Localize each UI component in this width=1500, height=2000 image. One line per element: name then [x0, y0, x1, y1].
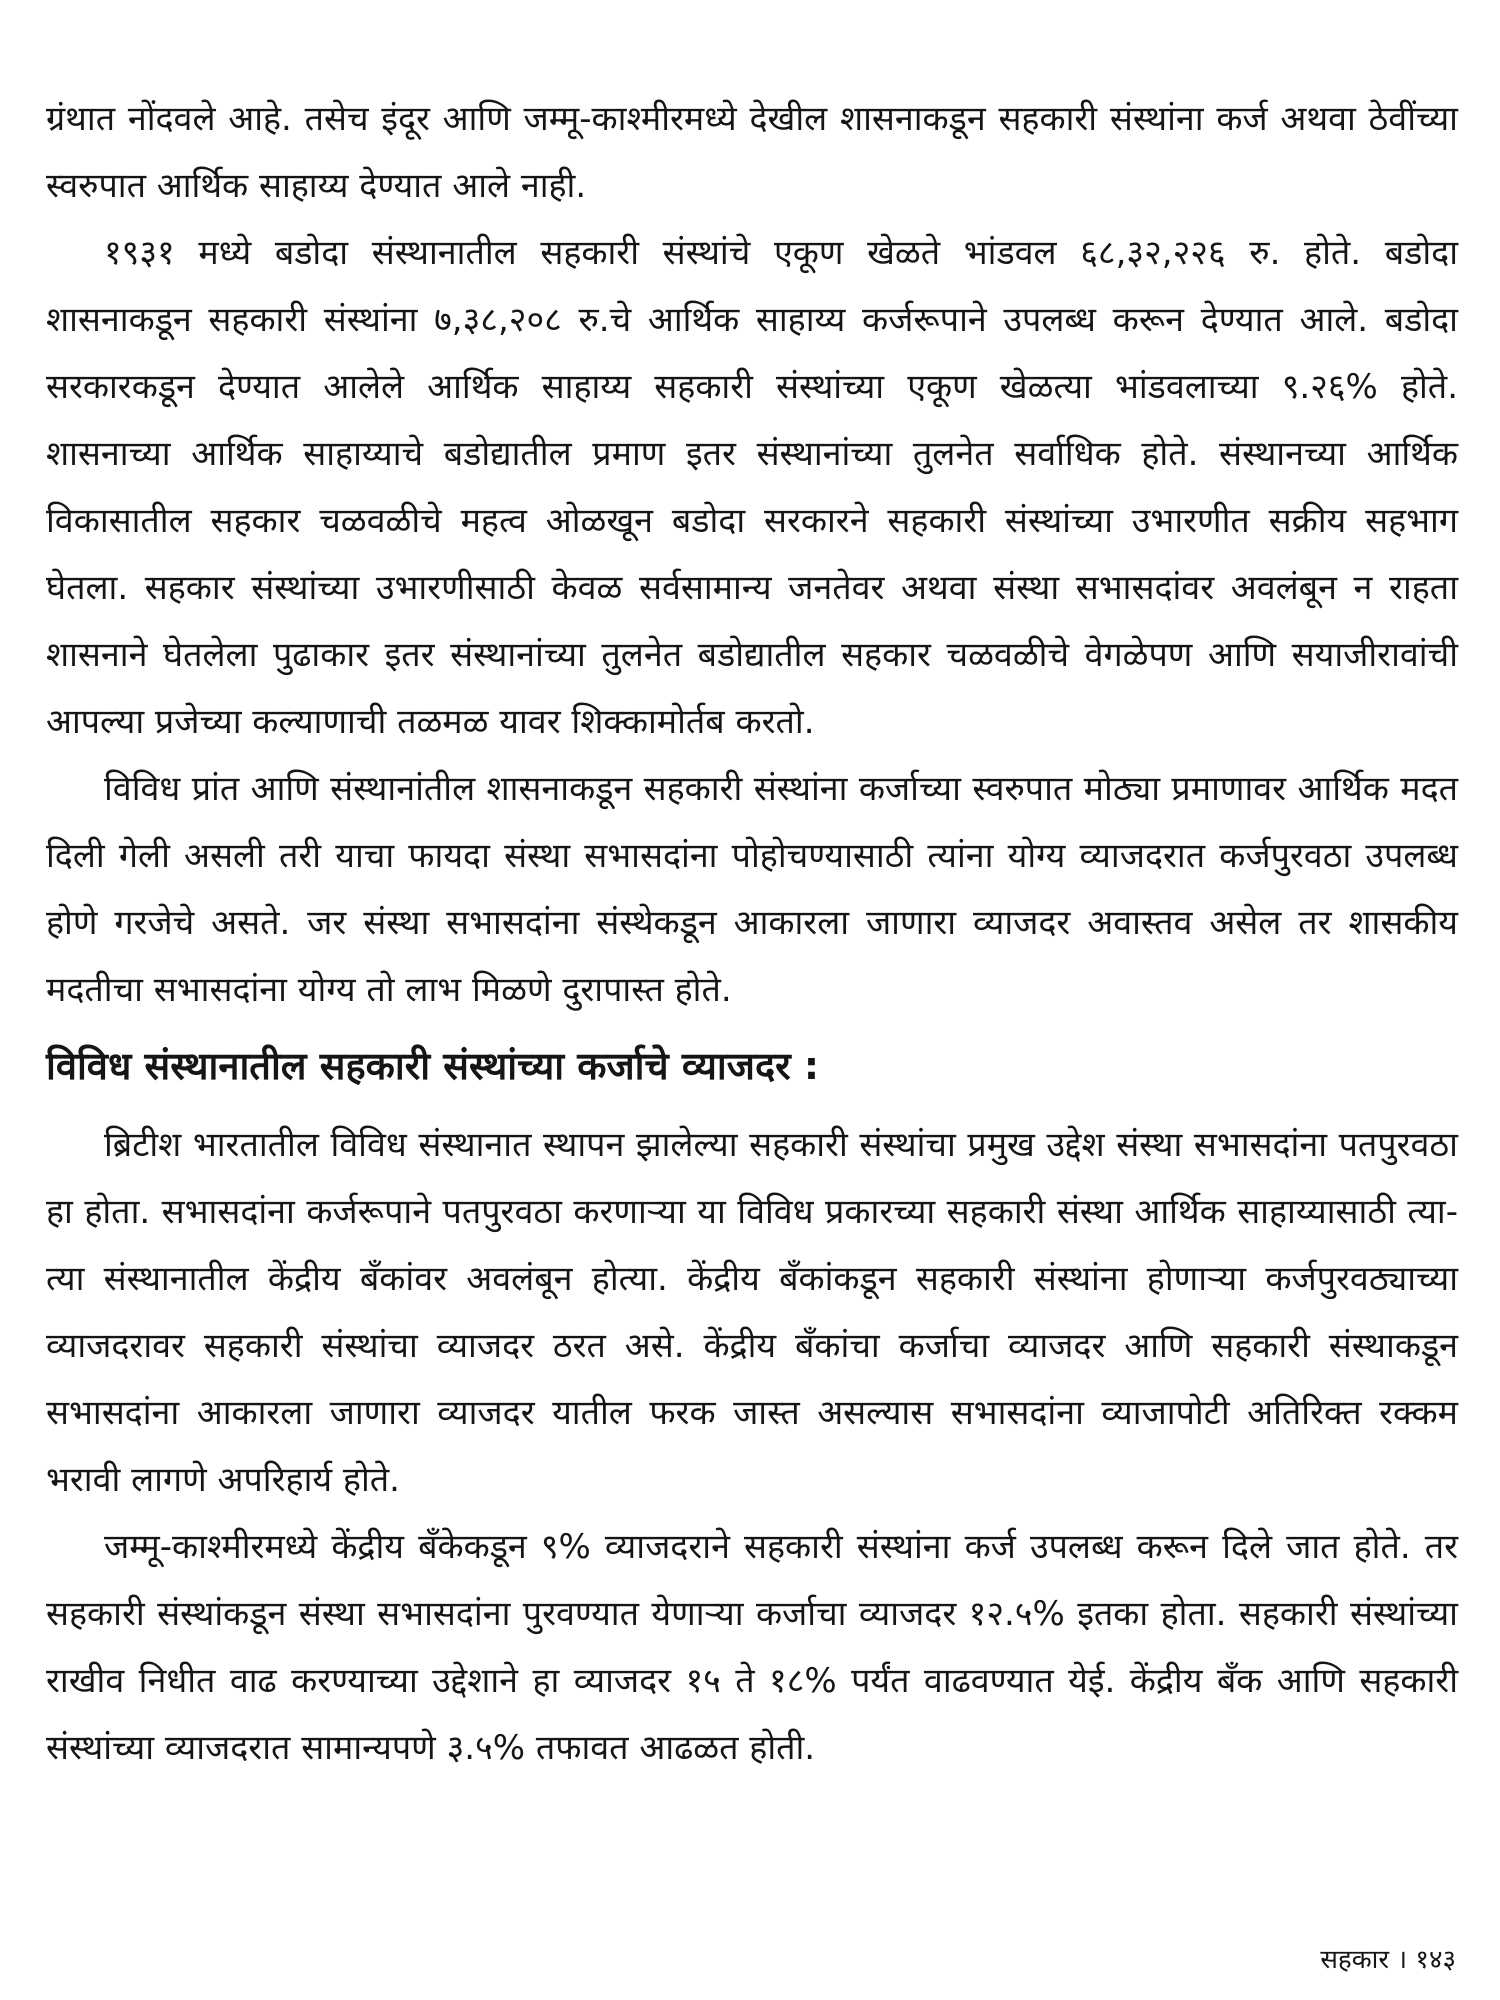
- paragraph-interest-need: विविध प्रांत आणि संस्थानांतील शासनाकडून सहकारी संस्थांना कर्जाच्या स्वरुपात मोठ्या प्रमाणावर आर्थिक मदत दिली गेली असली तरी याचा फायदा संस्था सभासदांना पोहोचण्यासाठी त्यांना योग्य व्याजदरात कर्जपुरवठा उपलब्ध होणे गरजेचे असते. जर संस्था सभासदांना संस्थेकडून आकारला जाणारा व्याजदर अवास्तव असेल तर शासकीय मदतीचा सभासदांना योग्य तो लाभ मिळणे दुरापास्त होते.: [46, 769, 1458, 1010]
- page-body: [46, 86, 1458, 1782]
- paragraph-central-banks: ब्रिटीश भारतातील विविध संस्थानात स्थापन झालेल्या सहकारी संस्थांचा प्रमुख उद्देश संस्था सभासदांना पतपुरवठा हा होता. सभासदांना कर्जरूपाने पतपुरवठा करणाऱ्या या विविध प्रकारच्या सहकारी संस्था आर्थिक साहाय्यासाठी त्या-त्या संस्थानातील केंद्रीय बँकांवर अवलंबून होत्या. केंद्रीय बँकांकडून सहकारी संस्थांना होणाऱ्या कर्जपुरवठ्याच्या व्याजदरावर सहकारी संस्थांचा व्याजदर ठरत असे. केंद्रीय बँकांचा कर्जाचा व्याजदर आणि सहकारी संस्थाकडून सभासदांना आकारला जाणारा व्याजदर यातील फरक जास्त असल्यास सभासदांना व्याजापोटी अतिरिक्त रक्कम भरावी लागणे अपरिहार्य होते.: [46, 1125, 1458, 1500]
- paragraph-baroda-capital: १९३१ मध्ये बडोदा संस्थानातील सहकारी संस्थांचे एकूण खेळते भांडवल ६८,३२,२२६ रु. होते. बडोदा शासनाकडून सहकारी संस्थांना ७,३८,२०८ रु.चे आर्थिक साहाय्य कर्जरूपाने उपलब्ध करून देण्यात आले. बडोदा सरकारकडून देण्यात आलेले आर्थिक साहाय्य सहकारी संस्थांच्या एकूण खेळत्या भांडवलाच्या ९.२६% होते. शासनाच्या आर्थिक साहाय्याचे बडोद्यातील प्रमाण इतर संस्थानांच्या तुलनेत सर्वाधिक होते. संस्थानच्या आर्थिक विकासातील सहकार चळवळीचे महत्व ओळखून बडोदा सरकारने सहकारी संस्थांच्या उभारणीत सक्रीय सहभाग घेतला. सहकार संस्थांच्या उभारणीसाठी केवळ सर्वसामान्य जनतेवर अथवा संस्था सभासदांवर अवलंबून न राहता शासनाने घेतलेला पुढाकार इतर संस्थानांच्या तुलनेत बडोद्यातील सहकार चळवळीचे वेगळेपण आणि सयाजीरावांची आपल्या प्रजेच्या कल्याणाची तळमळ यावर शिक्कामोर्तब करतो.: [46, 233, 1458, 742]
- paragraph-continued: ग्रंथात नोंदवले आहे. तसेच इंदूर आणि जम्मू-काश्मीरमध्ये देखील शासनाकडून सहकारी संस्थांना कर्ज अथवा ठेवींच्या स्वरुपात आर्थिक साहाय्य देण्यात आले नाही.: [46, 99, 1458, 206]
- page-footer: सहकार । १४३: [1320, 1945, 1456, 1975]
- section-heading: विविध संस्थानातील सहकारी संस्थांच्या कर्जाचे व्याजदर :: [46, 1044, 820, 1088]
- paragraph-jammu-kashmir-rates: जम्मू-काश्मीरमध्ये केंद्रीय बँकेकडून ९% व्याजदराने सहकारी संस्थांना कर्ज उपलब्ध करून दिले जात होते. तर सहकारी संस्थांकडून संस्था सभासदांना पुरवण्यात येणाऱ्या कर्जाचा व्याजदर १२.५% इतका होता. सहकारी संस्थांच्या राखीव निधीत वाढ करण्याच्या उद्देशाने हा व्याजदर १५ ते १८% पर्यंत वाढवण्यात येई. केंद्रीय बँक आणि सहकारी संस्थांच्या व्याजदरात सामान्यपणे ३.५% तफावत आढळत होती.: [46, 1527, 1458, 1768]
